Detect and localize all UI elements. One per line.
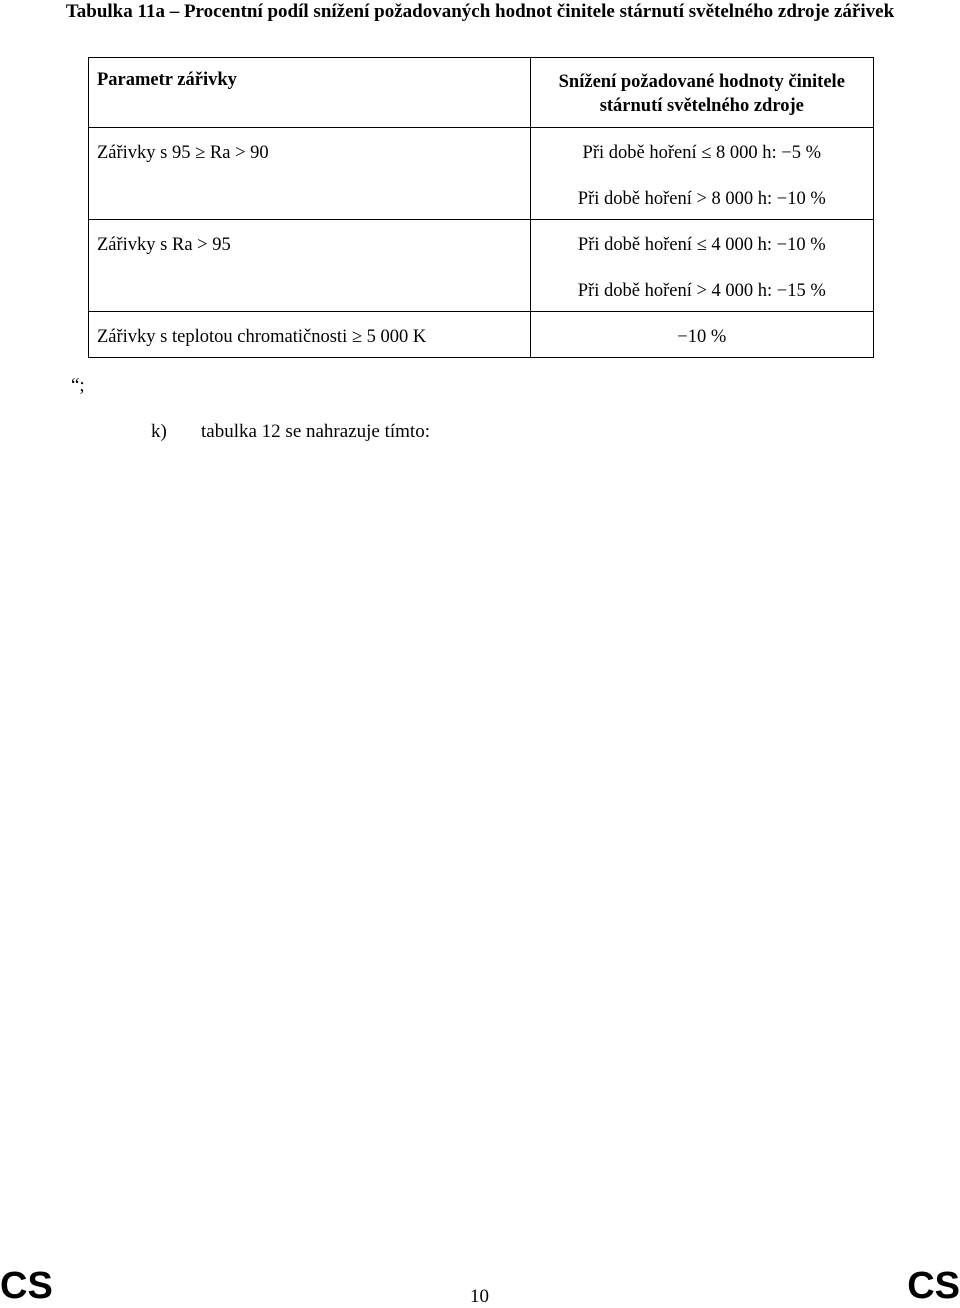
table-cell-param: [89, 266, 531, 312]
data-table: [88, 57, 874, 358]
table-cell-param: Zářivky s teplotou chromatičnosti ≥ 5 000 K: [89, 312, 531, 358]
column-header-reduction: Snížení požadované hodnoty činitele stárnutí světelného zdroje: [530, 58, 873, 128]
page-number: 10: [470, 1286, 489, 1307]
table-row: [89, 174, 874, 220]
table-header-row: [89, 58, 874, 128]
footer-language-label-left: CS: [0, 1265, 53, 1307]
table-row: [89, 312, 874, 358]
table-cell-param: Zářivky s 95 ≥ Ra > 90: [89, 128, 531, 174]
table-cell-param: Zářivky s Ra > 95: [89, 220, 531, 266]
table-row: [89, 128, 874, 174]
table-cell-value: Při době hoření ≤ 4 000 h: −10 %: [530, 220, 873, 266]
table-caption: Tabulka 11a – Procentní podíl snížení požadovaných hodnot činitele stárnutí světelného zdroje zářivek: [65, 1, 895, 22]
list-item-k: [151, 421, 430, 443]
footer-language-label-right: CS: [907, 1265, 960, 1307]
table-cell-param: [89, 174, 531, 220]
list-item-text: tabulka 12 se nahrazuje tímto:: [201, 421, 430, 442]
column-header-parameter: Parametr zářivky: [89, 58, 531, 128]
list-marker: k): [151, 421, 167, 442]
table-cell-value: Při době hoření > 8 000 h: −10 %: [530, 174, 873, 220]
table-row: [89, 266, 874, 312]
table-row: [89, 220, 874, 266]
table-cell-value: −10 %: [530, 312, 873, 358]
closing-quote: “;: [71, 375, 85, 396]
table-cell-value: Při době hoření ≤ 8 000 h: −5 %: [530, 128, 873, 174]
table-cell-value: Při době hoření > 4 000 h: −15 %: [530, 266, 873, 312]
